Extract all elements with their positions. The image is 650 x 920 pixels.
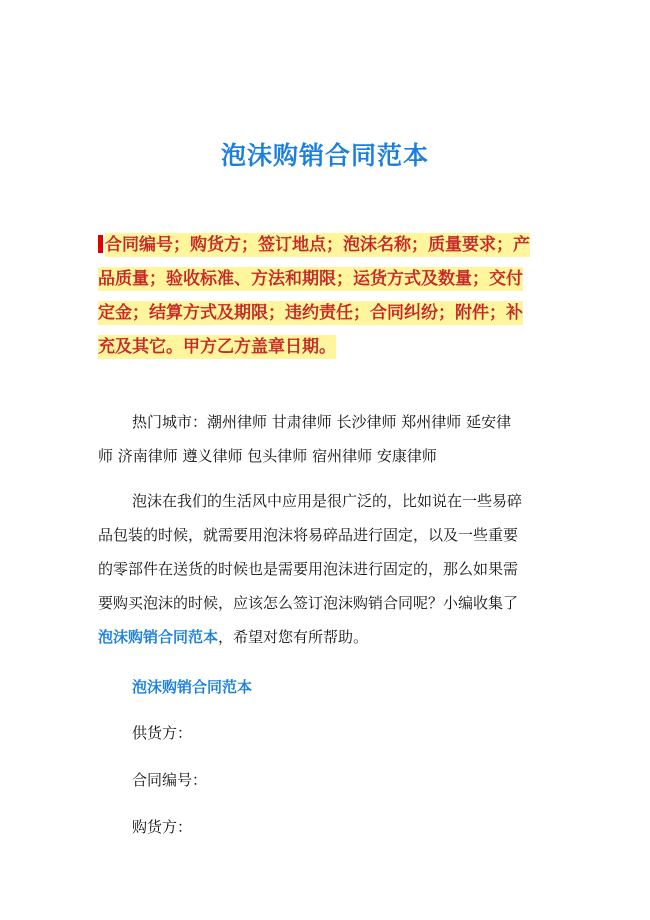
summary-line: 品质量；验收标准、方法和期限；运货方式及数量；交付	[98, 269, 523, 289]
template-subheading: 泡沫购销合同范本	[132, 678, 253, 696]
contract-number-field-label: 合同编号：	[132, 771, 208, 789]
contract-template-link[interactable]: 泡沫购销合同范本	[98, 628, 219, 646]
intro-line: 要购买泡沫的时候，应该怎么签订泡沫购销合同呢？小编收集了	[98, 594, 519, 612]
hot-cities-line: 师 济南律师 遵义律师 包头律师 宿州律师 安康律师	[98, 447, 437, 465]
buyer-field-label: 购货方：	[132, 818, 193, 836]
supplier-field-label: 供货方：	[132, 724, 193, 742]
summary-line: 充及其它。甲方乙方盖章日期。	[98, 337, 336, 357]
intro-line: 品包装的时候，就需要用泡沫将易碎品进行固定，以及一些重要	[98, 526, 519, 544]
summary-line: 合同编号；购货方；签订地点；泡沫名称；质量要求；产	[98, 228, 560, 262]
summary-line: 定金；结算方式及期限；违约责任；合同纠纷；附件；补	[98, 303, 523, 323]
hot-cities-line: 热门城市：潮州律师 甘肃律师 长沙律师 郑州律师 延安律	[132, 413, 512, 431]
document-title: 泡沫购销合同范本	[220, 141, 429, 170]
intro-line: 的零部件在送货的时候也是需要用泡沫进行固定的，那么如果需	[98, 560, 519, 578]
hot-cities-paragraph	[98, 405, 560, 473]
red-marker-icon	[98, 235, 103, 253]
intro-line-last	[98, 620, 560, 654]
intro-paragraph	[98, 484, 560, 654]
contract-summary	[98, 228, 560, 364]
intro-line: 泡沫在我们的生活风中应用是很广泛的，比如说在一些易碎	[132, 492, 523, 510]
intro-tail-text: ，希望对您有所帮助。	[218, 628, 369, 646]
